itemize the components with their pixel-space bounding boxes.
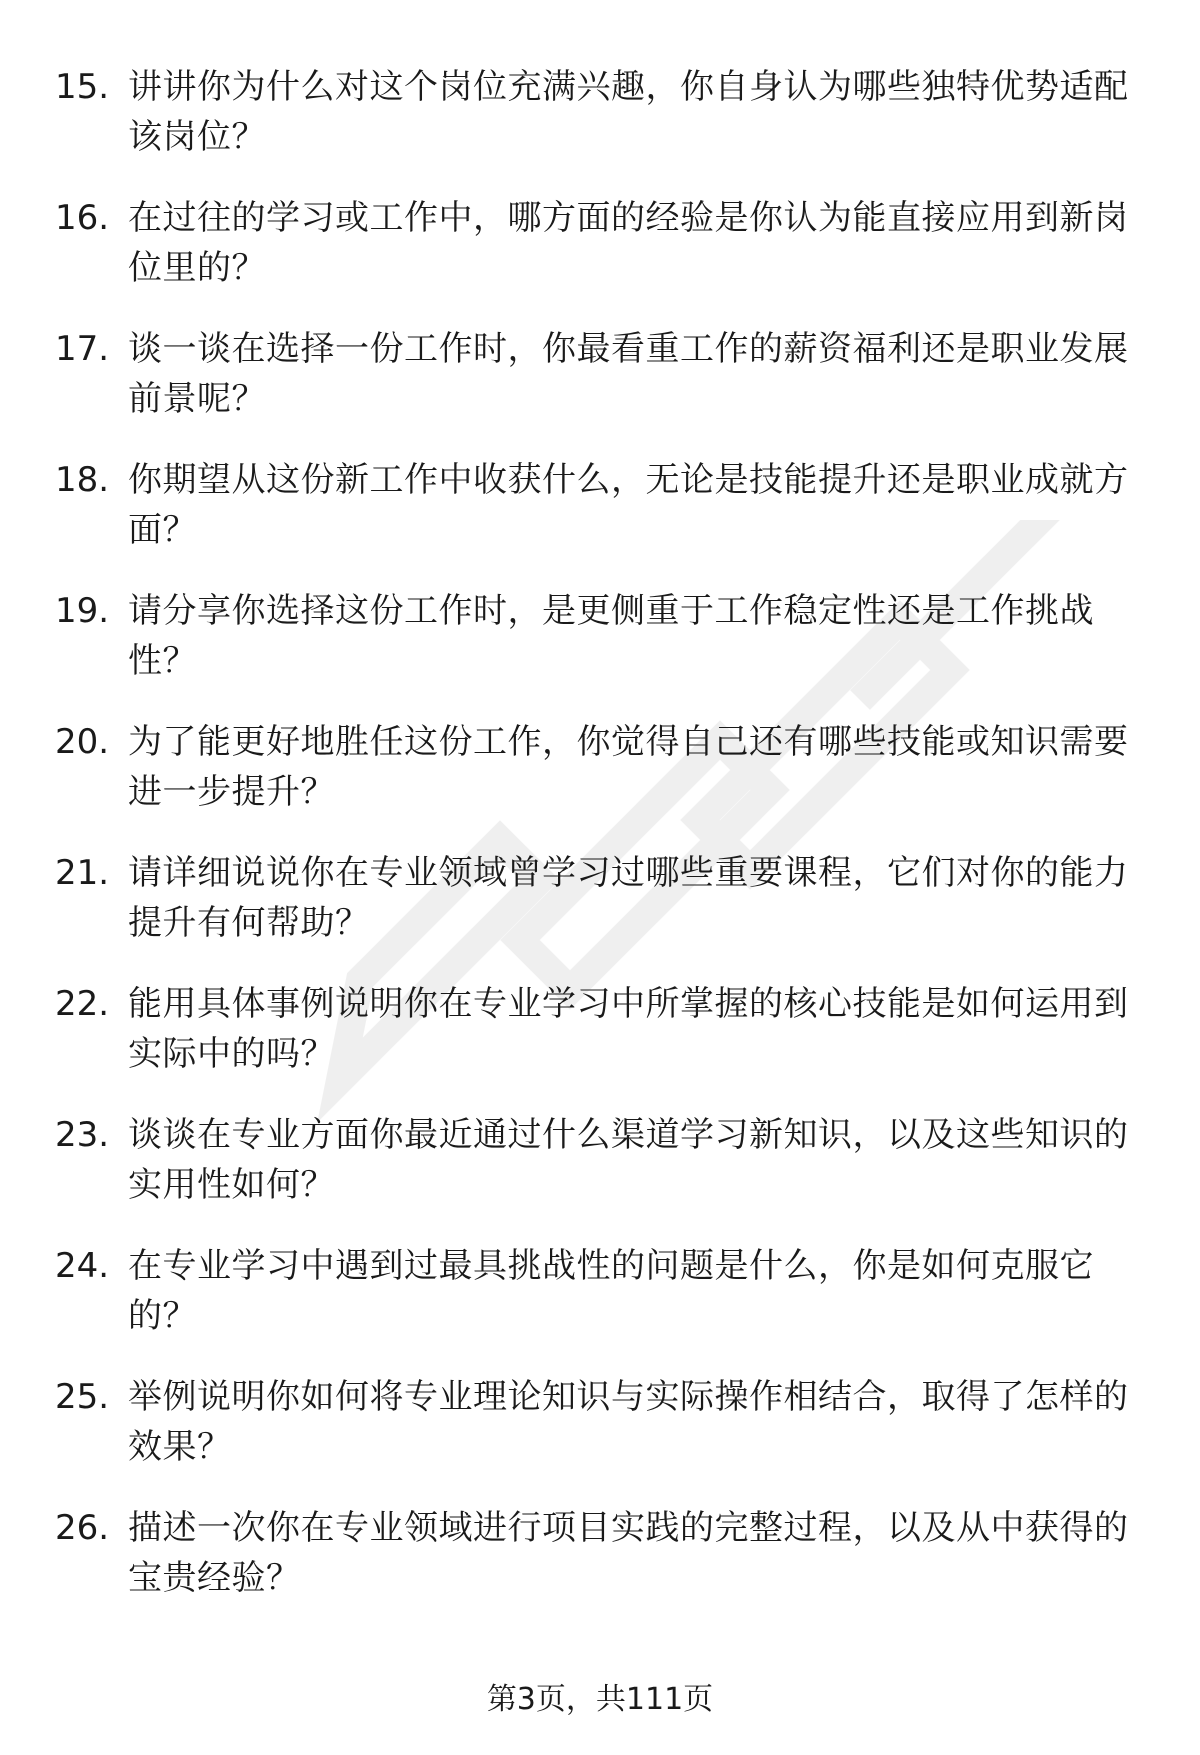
list-item: [0, 586, 1200, 717]
list-item: [0, 1503, 1200, 1634]
page-footer: 第3页，共111页: [486, 1682, 714, 1717]
question-text: 谈一谈在选择一份工作时，你最看重工作的薪资福利还是职业发展前景呢？: [128, 329, 1129, 419]
question-list: [0, 62, 1200, 1634]
list-item: [0, 324, 1200, 455]
list-item: [0, 455, 1200, 586]
question-number: 20.: [55, 722, 110, 762]
list-item: [0, 193, 1200, 324]
question-text: 谈谈在专业方面你最近通过什么渠道学习新知识，以及这些知识的实用性如何？: [128, 1115, 1129, 1205]
question-text: 请详细说说你在专业领域曾学习过哪些重要课程，它们对你的能力提升有何帮助？: [128, 853, 1129, 943]
list-item: [0, 979, 1200, 1110]
list-item: [0, 1110, 1200, 1241]
question-number: 23.: [55, 1115, 110, 1155]
question-number: 15.: [55, 67, 110, 107]
question-number: 21.: [55, 853, 110, 893]
list-item: [0, 1241, 1200, 1372]
question-number: 16.: [55, 198, 110, 238]
question-text: 在专业学习中遇到过最具挑战性的问题是什么，你是如何克服它的？: [128, 1246, 1094, 1336]
question-text: 为了能更好地胜任这份工作，你觉得自己还有哪些技能或知识需要进一步提升？: [128, 722, 1129, 812]
question-text: 描述一次你在专业领域进行项目实践的完整过程，以及从中获得的宝贵经验？: [128, 1508, 1129, 1598]
question-number: 24.: [55, 1246, 110, 1286]
list-item: [0, 62, 1200, 193]
question-number: 25.: [55, 1377, 110, 1417]
list-item: [0, 848, 1200, 979]
question-text: 在过往的学习或工作中，哪方面的经验是你认为能直接应用到新岗位里的？: [128, 198, 1129, 288]
question-number: 26.: [55, 1508, 110, 1548]
question-number: 17.: [55, 329, 110, 369]
question-number: 19.: [55, 591, 110, 631]
question-text: 能用具体事例说明你在专业学习中所掌握的核心技能是如何运用到实际中的吗？: [128, 984, 1129, 1074]
question-number: 22.: [55, 984, 110, 1024]
question-text: 请分享你选择这份工作时，是更侧重于工作稳定性还是工作挑战性？: [128, 591, 1094, 681]
list-item: [0, 717, 1200, 848]
question-number: 18.: [55, 460, 110, 500]
list-item: [0, 1372, 1200, 1503]
question-text: 讲讲你为什么对这个岗位充满兴趣，你自身认为哪些独特优势适配该岗位？: [128, 67, 1129, 157]
question-text: 举例说明你如何将专业理论知识与实际操作相结合，取得了怎样的效果？: [128, 1377, 1129, 1467]
question-text: 你期望从这份新工作中收获什么，无论是技能提升还是职业成就方面？: [128, 460, 1129, 550]
